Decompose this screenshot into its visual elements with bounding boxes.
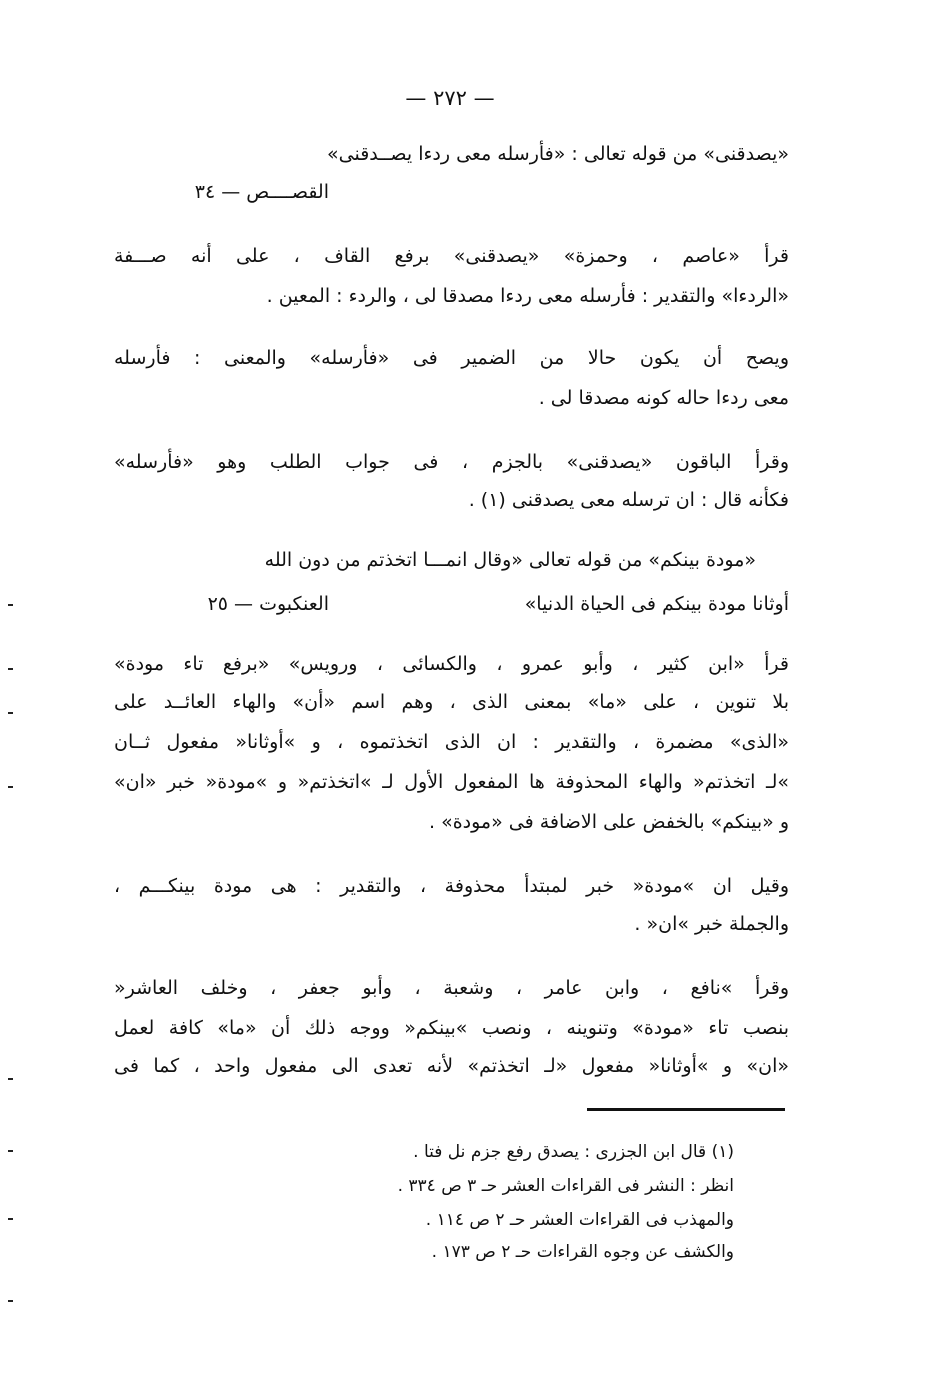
text-line: والجملة خبر »ان« .	[634, 913, 789, 935]
scan-speck	[8, 604, 13, 606]
verse-reference: العنكبوت — ٢٥	[207, 593, 329, 615]
quran-verse-line: أوثانا مودة بينكم فى الحياة الدنيا»	[524, 593, 789, 615]
scan-speck	[8, 712, 13, 714]
verse-reference: القصــــص — ٣٤	[194, 181, 329, 203]
text-line: قرأ «عاصم ، وحمزة» «يصدقنى» برفع القاف ، على أنه صـــفة	[114, 245, 789, 267]
text-line: قرأ «ابن كثير ، وأبو عمرو ، والكسائى ، ورويس» «برفع تاء مودة»	[114, 653, 789, 675]
text-line: وقرأ الباقون «يصدقنى» بالجزم ، فى جواب الطلب وهو «فأرسله»	[114, 451, 789, 473]
footnote-line: والكشف عن وجوه القراءات حـ ٢ ص ١٧٣ .	[431, 1242, 734, 1262]
text-line: »لـ اتخذتم« والهاء المحذوفة ها المفعول الأول لـ »اتخذتم« و »مودة« خبر «ان»	[114, 771, 789, 793]
text-line: وقيل ان »مودة« خبر لمبتدأ محذوفة ، والتقدير : هى مودة بينكـــم ،	[114, 875, 789, 897]
text-line: معى ردءا حاله كونه مصدقا لى .	[538, 387, 789, 409]
footnote-line: (١) قال ابن الجزرى : يصدق رفع جزم نل فتا .	[413, 1142, 734, 1162]
text-line: «ان» و »أوثانا« مفعول «لـ اتخذتم» لأنه تعدى الى مفعول واحد ، كما فى	[114, 1055, 789, 1077]
scan-speck	[8, 1150, 13, 1152]
text-line: «الذى» مضمرة ، والتقدير : ان الذى اتخذتموه ، و »أوثانا« مفعول ثــان	[114, 731, 789, 753]
text-line: فكأنه قال : ان ترسله معى يصدقنى (١) .	[468, 489, 789, 511]
footnote-line: والمهذب فى القراءات العشر حـ ٢ ص ١١٤ .	[425, 1210, 734, 1230]
footnote-line: انظر : النشر فى القراءات العشر حـ ٣ ص ٣٣٤ .	[397, 1176, 734, 1196]
scan-speck	[8, 1078, 13, 1080]
scan-speck	[8, 786, 13, 788]
text-line: بنصب تاء «مودة» وتنوينه ، ونصب »بينكم« ووجه ذلك أن «ما» كافة لعمل	[114, 1017, 789, 1039]
page-number: — ٢٧٢ —	[405, 86, 495, 110]
scan-speck	[8, 668, 13, 670]
footnote-separator	[587, 1108, 785, 1111]
quran-verse-line: «يصدقنى» من قوله تعالى : «فأرسله معى ردءا يصــدقنى»	[327, 143, 789, 165]
text-line: ويصح أن يكون حالا من الضمير فى «فأرسله» والمعنى : فأرسله	[114, 347, 789, 369]
scan-speck	[8, 1218, 13, 1220]
text-line: و «بينكم» بالخفض على الاضافة فى «مودة» .	[429, 811, 789, 833]
quran-verse-line: «مودة بينكم» من قوله تعالى «وقال انمـــا اتخذتم من دون الله	[264, 549, 756, 571]
text-line: بلا تنوين ، على «ما» بمعنى الذى ، وهم اسم «أن» والهاء العائــد على	[114, 691, 789, 713]
text-line: وقرأ »نافع ، وابن عامر ، وشعبة ، وأبو جعفر ، وخلف العاشر«	[114, 977, 789, 999]
scan-speck	[8, 1300, 13, 1302]
text-line: «الردءا» والتقدير : فأرسله معى ردءا مصدقا لى ، والردء : المعين .	[266, 285, 789, 307]
